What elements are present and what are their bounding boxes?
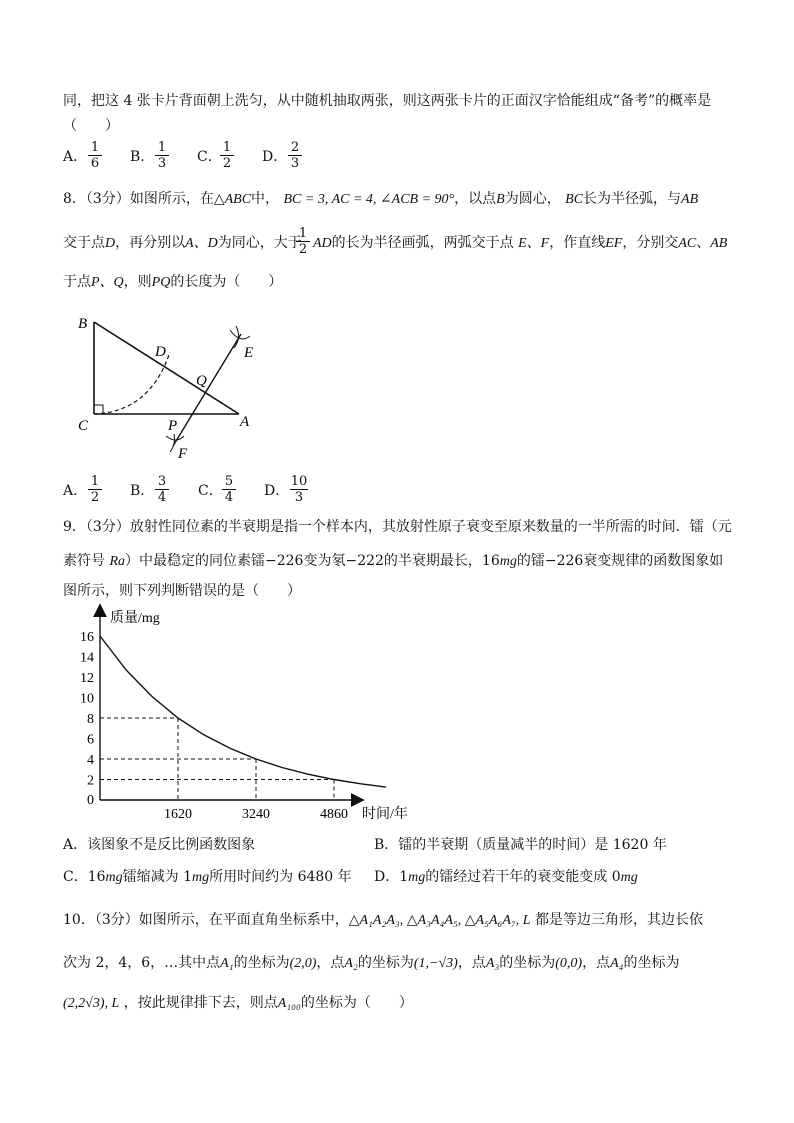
denominator: 2 [90, 490, 100, 505]
q7-line1: 同，把这 4 张卡片背面朝上洗匀，从中随机抽取两张，则这两张卡片的正面汉字恰能组成“备考”的概率是 [63, 93, 712, 109]
q9-text: 的镭−226衰变规律的函数图象如 [516, 553, 724, 569]
numerator: 1 [88, 474, 102, 490]
q8-text: 长为半径弧，与 [583, 191, 682, 207]
numerator: 2 [288, 140, 302, 156]
q10-text: 的坐标为 [623, 955, 680, 971]
y-tick-labels [80, 630, 94, 808]
q10-text: ，按此规律排下去，则点 [123, 995, 278, 1011]
y-tick-label: 16 [80, 630, 94, 645]
q7-option-d-frac [288, 140, 302, 172]
arc-f2 [170, 434, 175, 452]
q7-option-c-letter: C． [197, 149, 222, 165]
y-tick-label: 6 [87, 732, 94, 748]
denominator: 3 [290, 156, 300, 171]
q8-text: 、 [696, 235, 711, 251]
q10-math: (2,2√3), L [63, 996, 120, 1011]
x-tick-label: 4860 [320, 807, 348, 822]
guide-lines [100, 718, 334, 800]
q8-text: 交于点 [63, 235, 105, 251]
label-b: B [78, 316, 88, 332]
q9-text: 镭缩减为 1 [122, 869, 193, 885]
x-tick-label: 1620 [164, 807, 192, 822]
q9-math: mg [499, 554, 517, 569]
q9-text: ）中最稳定的同位素镭−226变为氡−222的半衰期最长，16 [125, 553, 500, 569]
q8-math: B [496, 192, 505, 207]
q9-option-d [374, 869, 638, 886]
line-ef [173, 334, 241, 446]
q9-option-b: B．镭的半衰期（质量减半的时间）是 1620 年 [374, 837, 667, 853]
q9-text: D．1 [374, 869, 409, 885]
label-c: C [78, 418, 89, 434]
q9-line1: 9．（3分）放射性同位素的半衰期是指一个样本内，其放射性原子衰变至原来数量的一半所需的时间．镭（元 [63, 519, 732, 535]
label-q: Q [196, 373, 207, 389]
q8-line3 [63, 274, 282, 291]
q8-line2 [63, 235, 302, 252]
q10-math: A₄ [610, 956, 624, 971]
x-tick-labels [164, 807, 348, 822]
q8-half-frac [296, 226, 310, 258]
q8-text: 的长为半径画弧，两弧交于点 [331, 235, 514, 251]
numerator: 1 [155, 140, 169, 156]
q10-text: ，点 [457, 955, 486, 971]
y-tick-label: 4 [87, 753, 94, 768]
q9-line3: 图所示，则下列判断错误的是（ ） [63, 583, 301, 599]
q10-line3 [63, 995, 413, 1012]
q10-text: 的坐标为 [357, 955, 414, 971]
q9-line2 [63, 553, 723, 570]
q10-math: (0,0) [555, 956, 583, 971]
q9-math: mg [620, 870, 638, 885]
q10-text: 的坐标为 [499, 955, 556, 971]
q8-option-c-letter: C． [198, 483, 223, 499]
numerator: 3 [155, 474, 169, 490]
q10-text: ，点 [316, 955, 345, 971]
side-ab [94, 322, 239, 414]
q8-text: ，分别交 [622, 235, 679, 251]
denominator: 2 [298, 242, 308, 257]
q8-math: P、Q [91, 275, 124, 290]
label-p: P [168, 418, 178, 434]
y-tick-label: 10 [80, 691, 94, 707]
q7-option-a-frac [88, 140, 102, 172]
q8-text: ，以点 [454, 191, 497, 207]
label-a: A [240, 414, 250, 430]
q10-text: 次为 2，4，6，…其中点 [63, 955, 221, 971]
q9-option-c [63, 869, 352, 886]
q8-triangle-figure [70, 308, 270, 468]
denominator: 3 [157, 156, 167, 171]
q8-text: ，则 [123, 274, 152, 290]
q8-text: 为圆心， [504, 191, 561, 207]
denominator: 2 [222, 156, 232, 171]
q8-text: 8．（3分）如图所示，在△ [63, 191, 225, 207]
q9-text: 的镭经过若干年的衰变能变成 0 [425, 869, 621, 885]
q8-math: BC = 3, AC = 4, ∠ACB = 90° [283, 192, 455, 207]
q10-line2 [63, 955, 679, 972]
q8-math: ABC [224, 192, 252, 207]
q8-option-a-letter: A． [63, 483, 88, 499]
q10-math: A₂ [344, 956, 358, 971]
decay-curve [100, 636, 386, 787]
y-tick-label: 0 [87, 793, 94, 808]
label-e: E [244, 345, 254, 361]
q8-text: ，再分别以 [115, 235, 186, 251]
q8-math: BC [565, 192, 584, 207]
q8-option-d-letter: D． [264, 483, 290, 499]
arc-bd [94, 352, 170, 414]
q7-option-d-letter: D． [262, 149, 288, 165]
q10-math: A₁ [220, 956, 234, 971]
q9-option-a: A．该图象不是反比例函数图象 [63, 837, 256, 853]
q7-option-a-letter: A． [63, 149, 88, 165]
numerator: 1 [296, 226, 310, 242]
q8-math: PQ [151, 275, 171, 290]
q10-math: A₁₀₀ [277, 996, 301, 1011]
q10-math: △A₁A₂A₃, △A₃A₄A₅, △A₅A₆A₇, L [348, 913, 531, 928]
q10-text: 10．（3分）如图所示，在平面直角坐标系中， [63, 912, 349, 928]
q7-option-b-frac [155, 140, 169, 172]
q10-text: ，点 [582, 955, 611, 971]
q8-text: 于点 [63, 274, 91, 290]
q10-text: 的坐标为 [233, 955, 290, 971]
q9-math: mg [408, 870, 426, 885]
numerator: 10 [290, 474, 308, 489]
q9-math: mg [105, 870, 123, 885]
q8-text: 的长度为（ ） [170, 274, 283, 290]
q8-text: 为同心，大于 [217, 235, 302, 251]
q8-math: E、F [518, 236, 550, 251]
q7-blank: （ ） [63, 118, 119, 134]
arc-f [166, 436, 184, 440]
label-d: D [155, 344, 166, 360]
denominator: 4 [224, 490, 234, 505]
x-axis-label: 时间/年 [362, 807, 408, 822]
q8-line1 [63, 191, 698, 208]
q10-text: 的坐标为（ ） [300, 995, 413, 1011]
y-axis-label: 质量/mg [110, 611, 160, 626]
q9-math: mg [192, 870, 210, 885]
q7-option-c-frac [220, 140, 234, 172]
q9-math: Ra [109, 554, 126, 569]
q8-math: AC [678, 236, 697, 251]
y-tick-label: 8 [87, 712, 94, 727]
q8-math: A、D [185, 236, 218, 251]
numerator: 1 [88, 140, 102, 156]
q8-math: EF [605, 236, 623, 251]
q8-text: ，作直线 [549, 235, 606, 251]
q9-text: C．16 [63, 869, 106, 885]
x-tick-label: 3240 [242, 807, 270, 822]
denominator: 6 [90, 156, 100, 171]
q10-text: 都是等边三角形，其边长依 [535, 912, 704, 928]
q8-text: 中， [251, 191, 280, 207]
q8-option-c-frac [222, 474, 236, 506]
q9-decay-chart [60, 600, 440, 830]
q9-text: 所用时间约为 6480 年 [209, 869, 352, 885]
numerator: 1 [220, 140, 234, 156]
q8-option-b-letter: B． [130, 483, 155, 499]
right-angle-mark [94, 405, 103, 414]
q8-math: AB [681, 192, 699, 207]
q10-math: A₃ [485, 956, 500, 971]
numerator: 5 [222, 474, 236, 490]
q10-math: (2,0) [289, 956, 317, 971]
q10-math: (1,−√3) [413, 956, 458, 971]
q8-line2-tail [313, 235, 727, 252]
q8-option-b-frac [155, 474, 169, 506]
q8-math: D [105, 236, 116, 251]
denominator: 4 [157, 490, 167, 505]
label-f: F [178, 446, 188, 462]
q10-line1 [63, 912, 703, 929]
y-tick-label: 2 [87, 773, 94, 789]
q8-option-a-frac [88, 474, 102, 506]
q9-text: 素符号 [63, 553, 105, 569]
denominator: 3 [294, 490, 304, 505]
q7-option-b-letter: B． [130, 149, 155, 165]
y-tick-label: 14 [80, 650, 94, 666]
y-tick-label: 12 [80, 671, 94, 686]
q8-math: AB [710, 236, 728, 251]
q8-option-d-frac [290, 474, 308, 506]
q8-math: AD [313, 236, 332, 251]
